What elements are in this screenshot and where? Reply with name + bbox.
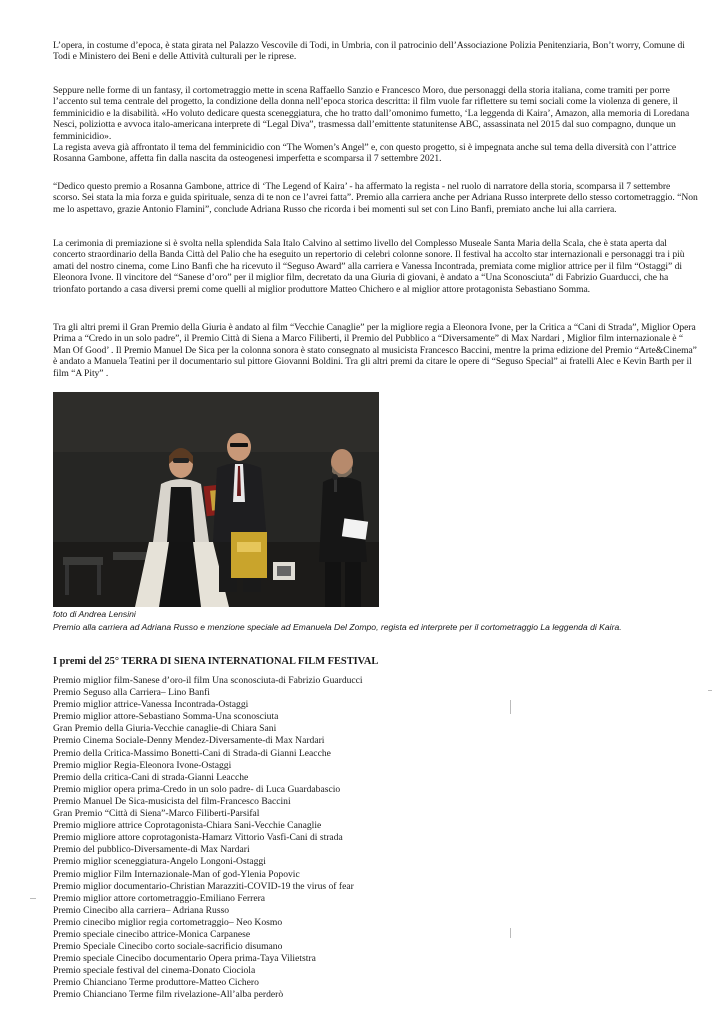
photo-caption: Premio alla carriera ad Adriana Russo e menzione speciale ad Emanuela Del Zompo, regista ed interprete per il cortometraggio La leggenda di Kaira.	[53, 622, 622, 632]
award-item: Premio miglior attrice-Vanessa Incontrada-Ostaggi	[53, 699, 249, 711]
scan-mark	[30, 898, 36, 899]
award-item: Premio miglior sceneggiatura-Angelo Longoni-Ostaggi	[53, 856, 266, 868]
award-item: Premio miglior opera prima-Credo in un solo padre- di Luca Guardabascio	[53, 783, 341, 795]
paragraph-6: Tra gli altri premi il Gran Premio della Giuria è andato al film “Vecchie Canaglie” per la migliore regia a Eleonora Ivone, per la Critica a “Cani di Strada”, Miglior Opera Prima a “Credo in un solo padre”, il Premio Città di Siena a Marco Filiberti, il Premio del Pubblico a “Diversamente” di Max Nardari , Miglior film internazionale è “ Man Of Good’ . Il Premio Manuel De Sica per la colonna sonora è stato consegnato al musicista Francesco Baccini, mentre la prima edizione del Premio “Arte&Cinema” è andato a Manuela Teatini per il documentario sul pittore Giovanni Boldini. Tra gli altri premi da citare le opere di “Seguso Special” ai fratelli Alec e Kevin Barth per il film “A Pity” .	[53, 322, 697, 379]
paragraph-2: Seppure nelle forme di un fantasy, il cortometraggio mette in scena Raffaello Sanzio e Francesco Moro, due personaggi della storia italiana, come tramiti per porre l’accento sul tema centrale del progetto, la condizione della donna nell’epoca storica descritta: il film vuole far riflettere su temi sociali come la violenza di genere, il femminicidio e la disabilità. «Ho voluto dedicare questa sceneggiatura, che ho tratto dall’omonimo fumetto, ‘La leggenda di Kaira’, Amazon, alla memoria di Loredana Nesci, poliziotta e avvoca italo-americana interprete di “Legal Diva”, trasmessa dall’emittente statunitense ABC, assassinata nel 2015 dal suo compagno, dunque un femminicidio».	[53, 85, 690, 142]
paragraph-3: La regista aveva già affrontato il tema del femminicidio con “The Women’s Angel” e, con questo progetto, si è impegnata anche sul tema della diversità con l’attrice Rosanna Gambone, affetta fin dalla nascita da osteogenesi imperfetta e scomparsa il 7 settembre 2021.	[53, 142, 677, 165]
award-item: Premio migliore attrice Coprotagonista-Chiara Sani-Vecchie Canaglie	[53, 820, 322, 832]
award-item: Premio miglior Film Internazionale-Man of god-Ylenia Popovic	[53, 868, 300, 880]
award-item: Premio speciale cinecibo attrice-Monica Carpanese	[53, 928, 251, 940]
award-item: Premio Manuel De Sica-musicista del film-Francesco Baccini	[53, 795, 291, 807]
scan-mark	[510, 928, 511, 938]
award-item: Premio miglior film-Sanese d’oro-il film Una sconosciuta-di Fabrizio Guarducci	[53, 675, 363, 686]
award-item: Gran Premio “Città di Siena”-Marco Filiberti-Parsifal	[53, 808, 260, 820]
award-item: Premio Cinema Sociale-Denny Mendez-Diversamente-di Max Nardari	[53, 735, 325, 747]
award-item: Gran Premio della Giuria-Vecchie canaglie-di Chiara Sani	[53, 723, 277, 735]
scan-mark	[510, 700, 511, 714]
award-item: Premio della critica-Cani di strada-Gianni Leacche	[53, 771, 249, 783]
award-item: Premio Speciale Cinecibo corto sociale-sacrificio disumano	[53, 941, 283, 953]
award-item: Premio della Critica-Massimo Bonetti-Cani di Strada-di Gianni Leacche	[53, 747, 331, 759]
paragraph-5: La cerimonia di premiazione si è svolta nella splendida Sala Italo Calvino al settimo livello del Complesso Museale Santa Maria della Scala, che è stata aperta dal concerto straordinario della Banda Città del Palio che ha eseguito un repertorio di celebri colonne sonore. Il festival ha accolto star internazionali e personaggi tra i più amati del nostro cinema, come Lino Banfi che ha ricevuto il “Seguso Award” alla carriera e Vanessa Incontrada, premiata come miglior attrice per il film “Ostaggi” di Eleonora Ivone. Il vincitore del “Sanese d’oro” per il miglior film, decretato da una Giuria di giovani, è andato a “Una Sconosciuta” di Fabrizio Guarducci, che ha trionfato portando a casa diversi premi come quelli al miglior produttore Matteo Chichero e al miglior attore protagonista Sebastiano Somma.	[53, 238, 685, 295]
award-item: Premio cinecibo miglior regia cortometraggio– Neo Kosmo	[53, 916, 283, 928]
award-item: Premio Seguso alla Carriera– Lino Banfi	[53, 687, 210, 699]
awards-list	[53, 675, 653, 1002]
award-item: Premio speciale festival del cinema-Donato Ciociola	[53, 965, 256, 977]
award-item: Premio miglior Regia-Eleonora Ivone-Ostaggi	[53, 759, 232, 771]
award-item: Premio Chianciano Terme film rivelazione-All’alba perderò	[53, 989, 284, 1001]
award-item: Premio del pubblico-Diversamente-di Max Nardari	[53, 844, 250, 856]
paragraph-4: “Dedico questo premio a Rosanna Gambone, attrice di ‘The Legend of Kaira’ - ha affermato la regista - nel ruolo di narratore della storia, scomparsa il 7 settembre scorso. Sei stata la mia forza e guida spirituale, senza di te non ce l’avrei fatta”. Premio alla carriera anche per Adriana Russo interprete dello stesso cortometraggio. “Non me lo aspettavo, grazie Antonio Flamini”, conclude Adriana Russo che ricorda i bei momenti sul set con Lino Banfi, premiato anche lui alla carriera.	[53, 181, 698, 215]
award-ceremony-photo	[53, 392, 379, 607]
photo-scene	[53, 392, 379, 607]
award-item: Premio miglior documentario-Christian Marazziti-COVID-19 the virus of fear	[53, 880, 354, 892]
award-item: Premio speciale Cinecibo documentario Opera prima-Taya Vilietstra	[53, 953, 316, 965]
photo-credit: foto di Andrea Lensini	[53, 609, 136, 619]
paragraph-1: L’opera, in costume d’epoca, è stata girata nel Palazzo Vescovile di Todi, in Umbria, con il patrocinio dell’Associazione Polizia Penitenziaria, Bon’t worry, Comune di Todi e Ministero dei Beni e delle Attività culturali per le riprese.	[53, 40, 685, 63]
award-item: Premio miglior attore cortometraggio-Emiliano Ferrera	[53, 892, 266, 904]
award-item: Premio miglior attore-Sebastiano Somma-Una sconosciuta	[53, 711, 279, 723]
award-item: Premio Cinecibo alla carriera– Adriana Russo	[53, 904, 230, 916]
awards-heading: I premi del 25° TERRA DI SIENA INTERNATIONAL FILM FESTIVAL	[53, 656, 379, 667]
scan-mark	[708, 690, 712, 691]
award-item: Premio migliore attore coprotagonista-Hamarz Vittorio Vasfi-Cani di strada	[53, 832, 343, 844]
award-item: Premio Chianciano Terme produttore-Matteo Cichero	[53, 977, 259, 989]
